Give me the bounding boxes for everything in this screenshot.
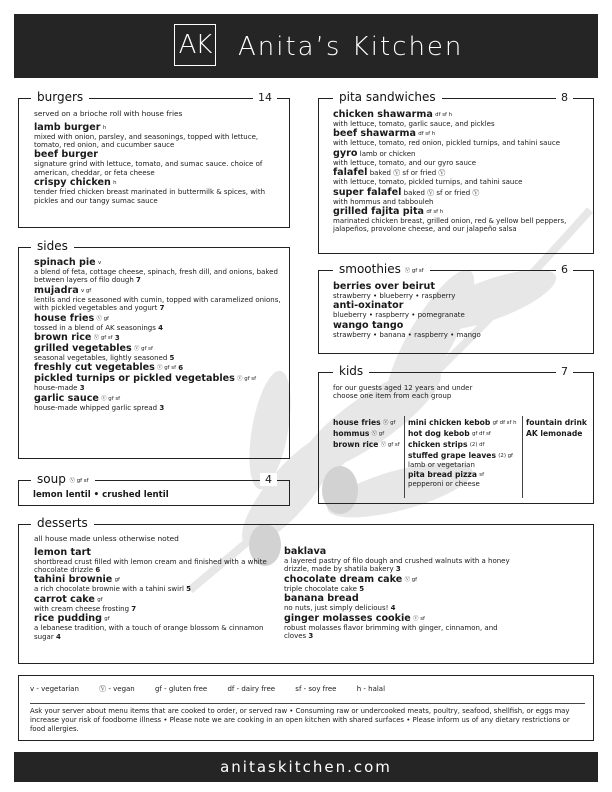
menu-item: lamb burger h mixed with onion, parsley, and seasonings, topped with lettuce, tomato, red onion, and cucumber sauce [34,121,259,149]
menu-item: grilled vegetables Ⓥ gf sf seasonal vegetables, lightly seasoned 5 [34,343,175,363]
desserts-intro: all house made unless otherwise noted [34,534,179,543]
smoothies-title: smoothies [339,262,401,276]
smoothies-section: smoothies Ⓥ gf sf 6 [318,270,594,354]
kids-group-2: mini chicken kebob gf df sf h hot dog kebob gf df sf chicken strips (2) df stuffed grape leaves (2) gf lamb or vegetarian pita bread pizza sf pepperoni or cheese [408,418,517,489]
soup-items: lemon lentil • crushed lentil [33,490,169,500]
menu-item: carrot cake gf with cream cheese frosting 7 [34,593,137,613]
header-bar [14,14,598,78]
sides-title: sides [31,239,74,253]
kids-group-3: fountain drink AK lemonade [526,418,587,438]
kids-title: kids [333,364,369,378]
burgers-title: burgers [31,90,89,104]
menu-item: crispy chicken h tender fried chicken breast marinated in buttermilk & spices, with pickles and our tangy sumac sauce [34,177,266,205]
menu-item: garlic sauce Ⓥ gf sf house-made whipped garlic spread 3 [34,392,165,412]
dietary-legend: v - vegetarian Ⓥ - vegan gf - gluten free df - dairy free sf - soy free h - halal [30,685,386,693]
menu-item: freshly cut vegetables Ⓥ gf sf 6 [34,362,184,374]
footer-url[interactable]: anitaskitchen.com [14,752,598,782]
kids-intro-1: for our guests aged 12 years and under [333,384,473,392]
burgers-content [34,110,284,205]
menu-item: grilled fajita pita df sf h marinated chicken breast, grilled onion, red & yellow bell peppers, jalapeños, provolone cheese, and our jalapeño salsa [333,206,567,234]
menu-item: pickled turnips or pickled vegetables Ⓥ gf sf house-made 3 [34,373,257,393]
kids-intro-2: choose one item from each group [333,392,452,401]
desserts-title: desserts [31,516,94,530]
burgers-intro: served on a brioche roll with house fries [34,109,183,118]
menu-item: lemon tart shortbread crust filled with lemon cream and finished with a white chocolate drizzle 6 [34,546,267,574]
menu-item: super falafel baked Ⓥ sf or fried Ⓥ with hommus and tabbouleh [333,186,480,206]
sides-content [34,257,284,412]
allergy-note: Ask your server about menu items that are cooked to order, or served raw • Consuming raw or undercooked meats, poultry, seafood, shellfish, or eggs may increase your risk of foodborne illness • Please note we are cooking in an open kitchen with shared surfaces • Please inform us of any dietary restrictions or food allergies. [30,703,585,733]
menu-item: falafel baked Ⓥ sf or fried Ⓥ with lettuce, tomato, pickled turnips, and tahini sauce [333,167,523,187]
menu-item: beef burger signature grind with lettuce, tomato, and sumac sauce. choice of american, cheddar, or feta cheese [34,149,263,177]
menu-item: brown rice Ⓥ gf sf 3 [34,332,120,344]
pita-price: 8 [556,91,573,104]
pita-title: pita sandwiches [333,90,442,104]
soup-title: soup [37,472,66,486]
soup-price: 4 [260,473,277,486]
menu-item: rice pudding gf a lebanese tradition, with a touch of orange blossom & cinnamon sugar 4 [34,613,264,641]
kids-group-1: house fries Ⓥ gf hommus Ⓥ gf brown rice Ⓥ gf sf [333,418,400,449]
menu-item: berries over beirut strawberry • blueberry • raspberry [333,281,456,300]
menu-item: house fries Ⓥ gf tossed in a blend of AK seasonings 4 [34,312,163,332]
menu-item: tahini brownie gf a rich chocolate brownie with a tahini swirl 5 [34,574,192,594]
menu-item: baklava a layered pastry of filo dough and crushed walnuts with a honey drizzle, made by shatila bakery 3 [284,546,510,574]
soup-section: soup Ⓥ gf sf 4 lemon lentil • crushed lentil [18,480,290,506]
restaurant-name: Anita’s Kitchen [238,32,464,62]
desserts-right [284,546,514,640]
burgers-price: 14 [253,91,277,104]
logo: AK [174,24,216,66]
kids-divider-1 [404,416,405,498]
smoothies-price: 6 [556,263,573,276]
desserts-left [34,535,279,641]
smoothies-content [333,281,591,339]
menu-item: mujadra v gf lentils and rice seasoned with cumin, topped with caramelized onions, with pickled vegetables and yogurt 7 [34,284,281,313]
menu-item: chicken shawarma df sf h with lettuce, tomato, garlic sauce, and pickles [333,109,495,128]
kids-price: 7 [556,365,573,378]
menu-item: anti-oxinator blueberry • raspberry • pomegranate [333,300,465,320]
kids-content [333,384,591,401]
kids-divider-2 [522,416,523,498]
menu-item: wango tango strawberry • banana • raspberry • mango [333,319,481,339]
menu-item: spinach pie v a blend of feta, cottage cheese, spinach, fresh dill, and onions, baked between layers of filo dough 7 [34,257,278,285]
menu-item: banana bread no nuts, just simply delicious! 4 [284,593,396,613]
menu-item: beef shawarma df sf h with lettuce, tomato, red onion, pickled turnips, and tahini sauce [333,128,561,148]
pita-content [333,109,591,234]
menu-item: gyro lamb or chicken with lettuce, tomato, and our gyro sauce [333,147,477,167]
menu-item: ginger molasses cookie Ⓥ sf robust molasses flavor brimming with ginger, cinnamon, and cloves 3 [284,612,498,641]
menu-item: chocolate dream cake Ⓥ gf triple chocolate cake 5 [284,573,418,593]
